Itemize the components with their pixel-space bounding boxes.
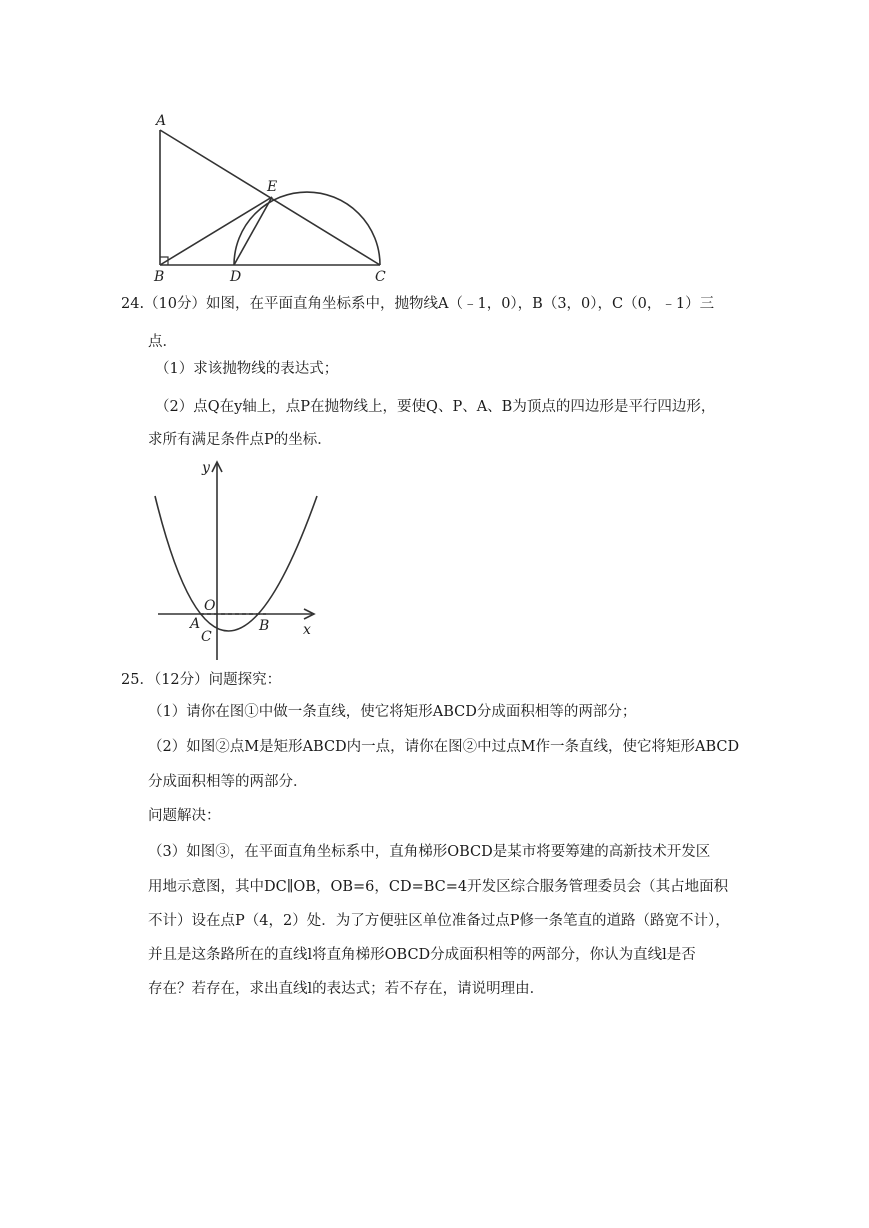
segment-be: [160, 197, 272, 265]
segment-de: [234, 197, 272, 265]
q24-part2-line2: 求所有满足条件点P的坐标．: [148, 432, 332, 448]
q25-heading2: 问题解决：: [148, 808, 221, 824]
q25-line1: 25．（12分）问题探究：: [121, 672, 282, 688]
label-x: x: [303, 622, 311, 638]
q25-part2-line1: （2）如图②点M是矩形ABCD内一点，请你在图②中过点M作一条直线，使它将矩形ABCD: [148, 739, 740, 755]
label-b2: B: [259, 618, 270, 634]
q25-part3-line1: （3）如图③，在平面直角坐标系中，直角梯形OBCD是某市将要筹建的高新技术开发区: [148, 844, 711, 860]
q25-part3-line3: 不计）设在点P（4，2）处．为了方便驻区单位准备过点P修一条笔直的道路（路宽不计），: [148, 913, 730, 929]
parabola-curve: [155, 496, 317, 631]
q24-part2-line1: （2）点Q在y轴上，点P在抛物线上，要使Q、P、A、B为顶点的四边形是平行四边形，: [155, 399, 716, 415]
label-a: A: [156, 113, 167, 129]
q24-part1: （1）求该抛物线的表达式；: [155, 361, 339, 377]
figure-triangle-semicircle: [140, 105, 400, 285]
label-c2: C: [201, 629, 212, 645]
q24-line1: 24.（10分）如图，在平面直角坐标系中，抛物线A（﹣1，0），B（3，0），C（0，﹣1）三: [121, 296, 715, 312]
q25-part3-line2: 用地示意图，其中DC∥OB，OB=6，CD=BC=4开发区综合服务管理委员会（其占地面积: [148, 879, 729, 895]
figure-parabola: [150, 458, 325, 668]
label-a2: A: [190, 616, 201, 632]
q25-part2-line2: 分成面积相等的两部分．: [148, 774, 308, 790]
q24-line2: 点．: [148, 334, 177, 350]
label-d: D: [230, 269, 242, 285]
q25-part1: （1）请你在图①中做一条直线，使它将矩形ABCD分成面积相等的两部分；: [148, 704, 637, 720]
q25-part3-line5: 存在？若存在，求出直线l的表达式；若不存在，请说明理由．: [148, 981, 545, 997]
label-b: B: [154, 269, 165, 285]
semicircle-dc: [234, 192, 380, 265]
label-e: E: [267, 179, 278, 195]
label-o: O: [204, 598, 216, 614]
q25-part3-line4: 并且是这条路所在的直线l将直角梯形OBCD分成面积相等的两部分，你认为直线l是否: [148, 947, 696, 963]
label-c: C: [375, 269, 386, 285]
label-y: y: [202, 460, 210, 476]
